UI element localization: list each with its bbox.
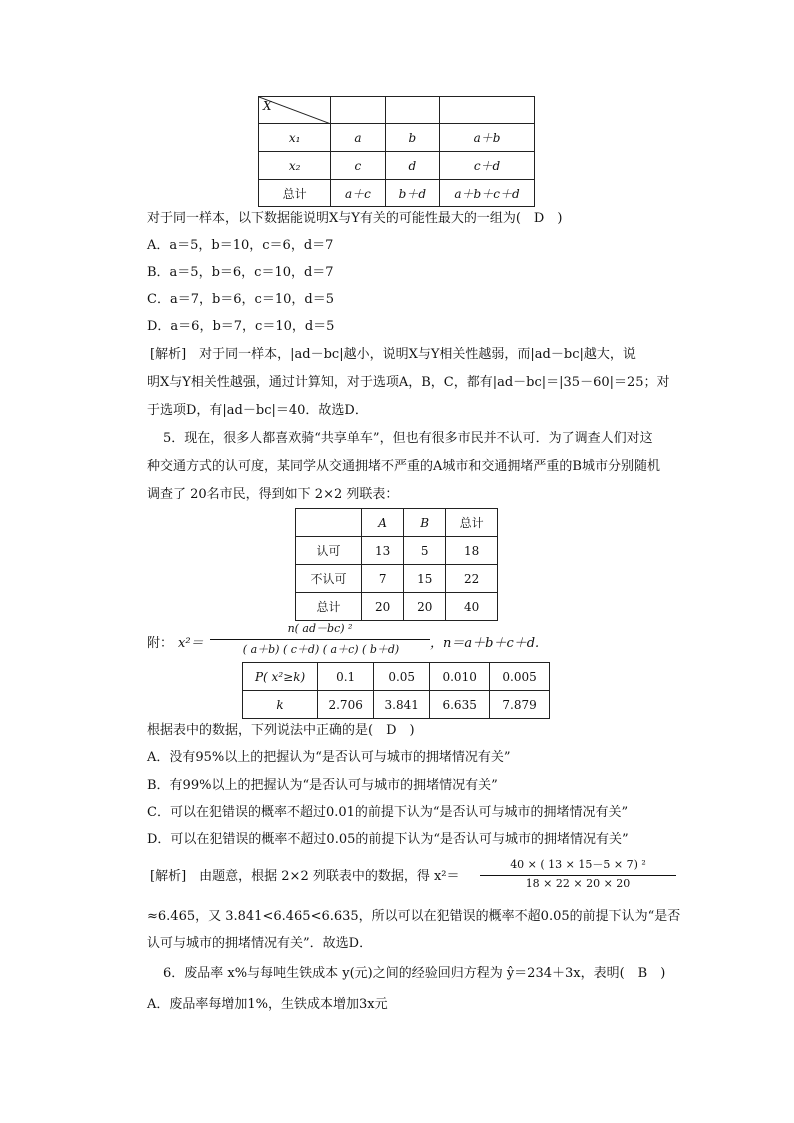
- table-cell: 7.879: [490, 691, 550, 719]
- table-cell: d: [385, 152, 439, 180]
- table-cell: 20: [404, 593, 446, 621]
- q5-analysis-prefix: [解析] 由题意，根据 2×2 列联表中的数据，得 x²＝: [150, 869, 460, 884]
- table-cell: P( x²≥k): [243, 663, 318, 691]
- table-cell: 0.1: [318, 663, 374, 691]
- table-cell: b＋d: [385, 180, 439, 207]
- table-cell: 不认可: [296, 565, 362, 593]
- q6-stem: 6．废品率 x%与每吨生铁成本 y(元)之间的经验回归方程为 ŷ＝234＋3x，表明( B ): [163, 966, 666, 981]
- table-cell: x₂: [259, 152, 331, 180]
- table-cell: 6.635: [430, 691, 490, 719]
- table-cell: x₁: [259, 124, 331, 152]
- table-cell: 15: [404, 565, 446, 593]
- q5-analysis-denominator: 18 × 22 × 20 × 20: [525, 877, 631, 890]
- q4-stem: 对于同一样本，以下数据能说明X与Y有关的可能性最大的一组为( D ): [147, 211, 563, 226]
- table-cell: 3.841: [374, 691, 430, 719]
- table-cell: c＋d: [440, 152, 535, 180]
- q4-analysis-line-1: [解析] 对于同一样本，|ad－bc|越小，说明X与Y相关性越弱，而|ad－bc|越大，说: [150, 347, 636, 362]
- q4-option-d: D．a＝6，b＝7，c＝10，d＝5: [147, 319, 335, 334]
- formula-fraction-bar: [210, 639, 430, 640]
- corner-label: X: [263, 99, 272, 113]
- table-corner-cell: [259, 97, 331, 124]
- table-cell: A: [362, 509, 404, 537]
- q5-analysis-fraction-bar: [480, 875, 676, 876]
- q5-stem-line-2: 种交通方式的认可度，某同学从交通拥堵不严重的A城市和交通拥堵严重的B城市分别随机: [147, 459, 660, 474]
- table-cell: 总计: [446, 509, 498, 537]
- q5-option-d: D．可以在犯错误的概率不超过0.05的前提下认为“是否认可与城市的拥堵情况有关”: [147, 832, 629, 847]
- table-cell: a: [331, 124, 385, 152]
- q5-option-a: A．没有95%以上的把握认为“是否认可与城市的拥堵情况有关”: [147, 750, 511, 765]
- table-x-y: [258, 96, 535, 207]
- contingency-table: [295, 508, 498, 621]
- table-cell: 认可: [296, 537, 362, 565]
- table-cell: [440, 97, 535, 124]
- table-cell: 总计: [296, 593, 362, 621]
- q5-stem-line-1: 5．现在，很多人都喜欢骑“共享单车”，但也有很多市民并不认可．为了调查人们对这: [163, 431, 653, 446]
- q5-analysis-numerator: 40 × ( 13 × 15－5 × 7) ²: [510, 858, 646, 871]
- table-cell: 40: [446, 593, 498, 621]
- formula-suffix: ，n＝a＋b＋c＋d.: [430, 636, 540, 651]
- q5-analysis-line-3: 认可与城市的拥堵情况有关”．故选D．: [147, 936, 373, 951]
- table-cell: k: [243, 691, 318, 719]
- q5-option-b: B．有99%以上的把握认为“是否认可与城市的拥堵情况有关”: [147, 778, 498, 793]
- q4-option-a: A．a＝5，b＝10，c＝6，d＝7: [147, 238, 334, 253]
- table-cell: 总计: [259, 180, 331, 207]
- q5-option-c: C．可以在犯错误的概率不超过0.01的前提下认为“是否认可与城市的拥堵情况有关”: [147, 805, 629, 820]
- table-cell: 0.010: [430, 663, 490, 691]
- table-cell: 0.005: [490, 663, 550, 691]
- formula-lhs: x²＝: [178, 636, 204, 651]
- table-cell: 13: [362, 537, 404, 565]
- table-cell: a＋b＋c＋d: [440, 180, 535, 207]
- table-cell: 22: [446, 565, 498, 593]
- q4-analysis-line-2: 明X与Y相关性越强，通过计算知，对于选项A，B，C，都有|ad－bc|＝|35－60|＝25；对: [147, 375, 670, 390]
- table-cell: B: [404, 509, 446, 537]
- q4-option-c: C．a＝7，b＝6，c＝10，d＝5: [147, 292, 334, 307]
- q6-option-a: A．废品率每增加1%，生铁成本增加3x元: [147, 997, 388, 1012]
- table-cell: 20: [362, 593, 404, 621]
- diagonal-line: [259, 97, 331, 124]
- q5-analysis-line-2: ≈6.465，又 3.841<6.465<6.635，所以可以在犯错误的概率不超0.05的前提下认为“是否: [147, 909, 681, 924]
- table-cell: 18: [446, 537, 498, 565]
- table-cell: 0.05: [374, 663, 430, 691]
- table-cell: 2.706: [318, 691, 374, 719]
- table-cell: a＋c: [331, 180, 385, 207]
- table-cell: a＋b: [440, 124, 535, 152]
- q4-option-b: B．a＝5，b＝6，c＝10，d＝7: [147, 265, 334, 280]
- table-cell: [296, 509, 362, 537]
- table-cell: b: [385, 124, 439, 152]
- critical-value-table: [242, 662, 550, 719]
- formula-denominator: ( a＋b) ( c＋d) ( a＋c) ( b＋d): [242, 643, 400, 656]
- formula-numerator: n( ad－bc) ²: [287, 622, 353, 635]
- formula-prefix: 附：: [147, 636, 174, 651]
- table-cell: c: [331, 152, 385, 180]
- table-cell: [331, 97, 385, 124]
- table-cell: [385, 97, 439, 124]
- q4-analysis-line-3: 于选项D，有|ad－bc|＝40．故选D．: [147, 403, 368, 418]
- table-cell: 7: [362, 565, 404, 593]
- q5-stem-line-3: 调查了 20名市民，得到如下 2×2 列联表：: [147, 487, 399, 502]
- table-cell: 5: [404, 537, 446, 565]
- q5-question: 根据表中的数据，下列说法中正确的是( D ): [147, 723, 415, 738]
